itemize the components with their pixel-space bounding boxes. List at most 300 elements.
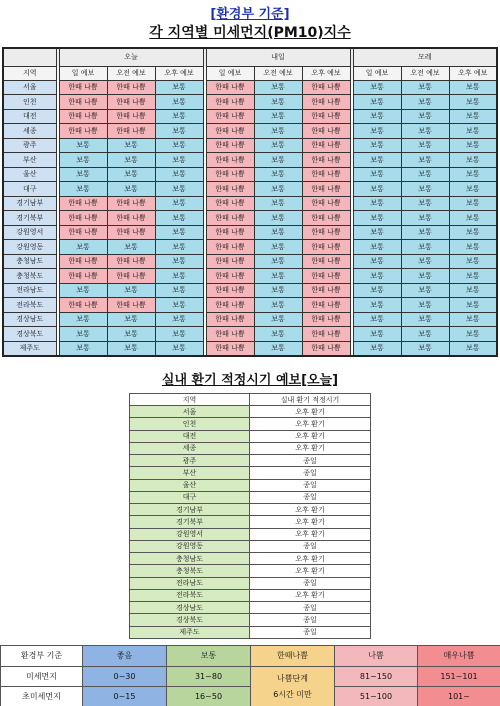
vent-timing-cell: 종일 — [250, 540, 371, 552]
table-row — [130, 491, 371, 503]
forecast-cell: 보통 — [107, 312, 155, 327]
table-row — [130, 418, 371, 430]
forecast-cell: 한때 나쁨 — [206, 211, 254, 226]
forecast-cell: 보통 — [59, 341, 107, 356]
forecast-cell: 보통 — [449, 80, 497, 95]
day-header-today: 오늘 — [59, 48, 203, 66]
vent-timing-cell: 오후 환기 — [250, 589, 371, 601]
forecast-cell: 한때 나쁨 — [302, 240, 350, 255]
forecast-cell: 보통 — [107, 283, 155, 298]
region-cell: 강원영서 — [3, 225, 56, 240]
vent-region-cell: 세종 — [130, 442, 250, 454]
forecast-cell: 보통 — [59, 312, 107, 327]
forecast-cell: 보통 — [401, 312, 449, 327]
forecast-cell: 보통 — [155, 341, 203, 356]
forecast-cell: 한때 나쁨 — [302, 167, 350, 182]
table-row — [130, 528, 371, 540]
forecast-cell: 보통 — [449, 95, 497, 110]
ventilation-title: 실내 환기 적정시기 예보[오늘] — [161, 373, 339, 388]
forecast-cell: 한때 나쁨 — [302, 196, 350, 211]
forecast-cell: 한때 나쁨 — [59, 225, 107, 240]
grade-very-bad: 매우나쁨 — [418, 646, 500, 667]
vent-region-cell: 전라북도 — [130, 589, 250, 601]
vent-timing-cell: 오후 환기 — [250, 553, 371, 565]
table-row — [130, 406, 371, 418]
forecast-cell: 한때 나쁨 — [107, 196, 155, 211]
vent-timing-cell: 종일 — [250, 455, 371, 467]
forecast-cell: 보통 — [401, 153, 449, 168]
table-row — [3, 109, 497, 124]
table-row — [3, 95, 497, 110]
pm25-label: 초미세먼지 — [1, 687, 83, 706]
forecast-cell: 보통 — [59, 138, 107, 153]
grade-bad: 나쁨 — [335, 646, 418, 667]
region-cell: 전라북도 — [3, 298, 56, 313]
forecast-cell: 보통 — [449, 298, 497, 313]
forecast-cell: 보통 — [449, 283, 497, 298]
forecast-cell: 한때 나쁨 — [302, 124, 350, 139]
forecast-cell: 한때 나쁨 — [302, 80, 350, 95]
forecast-cell: 보통 — [353, 341, 401, 356]
region-cell: 서울 — [3, 80, 56, 95]
subheader-pm: 오후 예보 — [155, 66, 203, 80]
pm10-label: 미세먼지 — [1, 667, 83, 687]
forecast-cell: 한때 나쁨 — [59, 196, 107, 211]
forecast-cell: 한때 나쁨 — [107, 109, 155, 124]
table-row — [3, 240, 497, 255]
subheader-am: 오전 예보 — [254, 66, 302, 80]
vent-region-cell: 인천 — [130, 418, 250, 430]
subheader-am: 오전 예보 — [401, 66, 449, 80]
forecast-cell: 한때 나쁨 — [59, 211, 107, 226]
forecast-cell: 한때 나쁨 — [206, 80, 254, 95]
region-cell: 제주도 — [3, 341, 56, 356]
pm25-very-bad-range: 101~ — [418, 687, 500, 706]
forecast-cell: 보통 — [449, 240, 497, 255]
vent-region-cell: 서울 — [130, 406, 250, 418]
forecast-cell: 보통 — [449, 182, 497, 197]
table-row — [3, 182, 497, 197]
vent-timing-cell: 오후 환기 — [250, 565, 371, 577]
vent-timing-cell: 종일 — [250, 479, 371, 491]
forecast-cell: 한때 나쁨 — [59, 109, 107, 124]
vent-timing-cell: 오후 환기 — [250, 528, 371, 540]
forecast-cell: 보통 — [401, 211, 449, 226]
ventilation-table — [129, 393, 371, 639]
vent-timing-cell: 오후 환기 — [250, 406, 371, 418]
table-row — [3, 254, 497, 269]
forecast-cell: 보통 — [254, 312, 302, 327]
forecast-cell: 한때 나쁨 — [59, 254, 107, 269]
forecast-cell: 보통 — [353, 254, 401, 269]
forecast-cell: 한때 나쁨 — [59, 298, 107, 313]
forecast-cell: 보통 — [107, 240, 155, 255]
table-row — [3, 138, 497, 153]
region-cell: 강원영동 — [3, 240, 56, 255]
table-row — [130, 602, 371, 614]
table-row — [130, 430, 371, 442]
spike-note-line1: 나쁨단계 — [277, 673, 308, 683]
table-row — [130, 565, 371, 577]
forecast-cell: 보통 — [449, 211, 497, 226]
forecast-cell: 보통 — [155, 240, 203, 255]
forecast-cell: 보통 — [401, 167, 449, 182]
vent-region-cell: 경상남도 — [130, 602, 250, 614]
forecast-cell: 보통 — [401, 269, 449, 284]
forecast-cell: 한때 나쁨 — [107, 269, 155, 284]
forecast-cell: 보통 — [155, 138, 203, 153]
vent-region-cell: 경기남부 — [130, 504, 250, 516]
pm10-forecast-table — [2, 47, 498, 357]
ventilation-rows — [130, 406, 371, 639]
table-row — [3, 167, 497, 182]
forecast-cell: 보통 — [353, 298, 401, 313]
grade-spike-bad: 한때나쁨 — [251, 646, 335, 667]
vent-region-header: 지역 — [130, 394, 250, 406]
pm10-normal-range: 31~80 — [167, 667, 251, 687]
vent-timing-cell: 오후 환기 — [250, 504, 371, 516]
forecast-cell: 보통 — [353, 327, 401, 342]
vent-region-cell: 강원영동 — [130, 540, 250, 552]
forecast-cell: 한때 나쁨 — [206, 138, 254, 153]
day-header-tomorrow: 내일 — [206, 48, 350, 66]
forecast-cell: 보통 — [155, 109, 203, 124]
forecast-cell: 보통 — [401, 109, 449, 124]
forecast-cell: 보통 — [254, 225, 302, 240]
forecast-cell: 한때 나쁨 — [107, 95, 155, 110]
forecast-cell: 보통 — [155, 283, 203, 298]
vent-timing-cell: 종일 — [250, 626, 371, 639]
forecast-cell: 한때 나쁨 — [302, 298, 350, 313]
forecast-cell: 보통 — [254, 109, 302, 124]
forecast-cell: 보통 — [254, 196, 302, 211]
forecast-cell: 한때 나쁨 — [206, 225, 254, 240]
table-row — [130, 626, 371, 639]
forecast-cell: 한때 나쁨 — [302, 312, 350, 327]
region-cell: 대구 — [3, 182, 56, 197]
forecast-cell: 보통 — [254, 254, 302, 269]
forecast-cell: 보통 — [155, 269, 203, 284]
forecast-cell: 보통 — [155, 95, 203, 110]
region-cell: 경기남부 — [3, 196, 56, 211]
forecast-cell: 보통 — [353, 138, 401, 153]
forecast-cell: 보통 — [155, 254, 203, 269]
forecast-cell: 보통 — [401, 240, 449, 255]
forecast-cell: 보통 — [449, 124, 497, 139]
forecast-cell: 보통 — [353, 95, 401, 110]
forecast-cell: 보통 — [155, 182, 203, 197]
forecast-cell: 보통 — [449, 167, 497, 182]
forecast-cell: 보통 — [353, 109, 401, 124]
forecast-cell: 한때 나쁨 — [302, 109, 350, 124]
forecast-cell: 보통 — [401, 182, 449, 197]
forecast-cell: 보통 — [353, 153, 401, 168]
forecast-cell: 보통 — [155, 298, 203, 313]
forecast-cell: 보통 — [401, 80, 449, 95]
forecast-cell: 보통 — [107, 138, 155, 153]
forecast-cell: 보통 — [107, 153, 155, 168]
forecast-cell: 한때 나쁨 — [206, 298, 254, 313]
forecast-cell: 보통 — [107, 167, 155, 182]
forecast-cell: 한때 나쁨 — [107, 225, 155, 240]
table-row — [3, 298, 497, 313]
table-row — [130, 504, 371, 516]
pm10-bad-range: 81~150 — [335, 667, 418, 687]
forecast-cell: 한때 나쁨 — [206, 182, 254, 197]
forecast-cell: 한때 나쁨 — [59, 269, 107, 284]
forecast-cell: 보통 — [353, 124, 401, 139]
forecast-cell: 보통 — [59, 153, 107, 168]
subheader-am: 오전 예보 — [107, 66, 155, 80]
page-title: 각 지역별 미세먼지(PM10)지수 — [149, 25, 351, 41]
forecast-cell: 보통 — [401, 95, 449, 110]
vent-region-cell: 대구 — [130, 491, 250, 503]
forecast-cell: 보통 — [353, 80, 401, 95]
table-row — [3, 312, 497, 327]
forecast-cell: 보통 — [401, 283, 449, 298]
forecast-cell: 보통 — [353, 240, 401, 255]
forecast-cell: 보통 — [155, 196, 203, 211]
forecast-cell: 보통 — [155, 327, 203, 342]
forecast-cell: 보통 — [155, 225, 203, 240]
forecast-cell: 한때 나쁨 — [107, 211, 155, 226]
table-row — [3, 124, 497, 139]
forecast-cell: 보통 — [449, 225, 497, 240]
pm10-very-bad-range: 151~101 — [418, 667, 500, 687]
region-column-header: 지역 — [3, 66, 56, 80]
vent-region-cell: 경상북도 — [130, 614, 250, 626]
forecast-cell: 한때 나쁨 — [302, 182, 350, 197]
table-row — [130, 455, 371, 467]
forecast-cell: 한때 나쁨 — [107, 254, 155, 269]
forecast-cell: 보통 — [401, 225, 449, 240]
pm25-normal-range: 16~50 — [167, 687, 251, 706]
table-row — [3, 341, 497, 356]
vent-timing-cell: 오후 환기 — [250, 418, 371, 430]
region-cell: 인천 — [3, 95, 56, 110]
vent-timing-cell: 종일 — [250, 602, 371, 614]
subheader-daily: 일 예보 — [206, 66, 254, 80]
forecast-cell: 보통 — [449, 269, 497, 284]
forecast-cell: 보통 — [353, 211, 401, 226]
forecast-cell: 한때 나쁨 — [59, 95, 107, 110]
forecast-cell: 보통 — [449, 109, 497, 124]
forecast-cell: 한때 나쁨 — [206, 124, 254, 139]
forecast-cell: 보통 — [254, 298, 302, 313]
table-row — [130, 540, 371, 552]
forecast-cell: 보통 — [401, 254, 449, 269]
forecast-cell: 보통 — [353, 182, 401, 197]
forecast-cell: 한때 나쁨 — [206, 95, 254, 110]
vent-timing-cell: 오후 환기 — [250, 430, 371, 442]
forecast-cell: 한때 나쁨 — [206, 167, 254, 182]
region-cell: 충청북도 — [3, 269, 56, 284]
forecast-cell: 한때 나쁨 — [302, 283, 350, 298]
vent-region-cell: 대전 — [130, 430, 250, 442]
forecast-cell: 한때 나쁨 — [206, 254, 254, 269]
region-cell: 광주 — [3, 138, 56, 153]
forecast-cell: 한때 나쁨 — [206, 109, 254, 124]
forecast-cell: 보통 — [107, 341, 155, 356]
forecast-cell: 보통 — [155, 167, 203, 182]
forecast-cell: 보통 — [449, 312, 497, 327]
vent-region-cell: 충청남도 — [130, 553, 250, 565]
region-cell: 전라남도 — [3, 283, 56, 298]
forecast-cell: 한때 나쁨 — [59, 80, 107, 95]
forecast-cell: 보통 — [107, 327, 155, 342]
forecast-cell: 한때 나쁨 — [206, 153, 254, 168]
forecast-cell: 보통 — [155, 124, 203, 139]
forecast-cell: 보통 — [254, 327, 302, 342]
forecast-rows — [3, 80, 497, 356]
region-cell: 경상북도 — [3, 327, 56, 342]
forecast-cell: 한때 나쁨 — [302, 138, 350, 153]
subheader-daily: 일 예보 — [353, 66, 401, 80]
region-cell: 세종 — [3, 124, 56, 139]
forecast-cell: 보통 — [254, 341, 302, 356]
forecast-cell: 보통 — [107, 182, 155, 197]
region-cell: 경상남도 — [3, 312, 56, 327]
table-row — [130, 577, 371, 589]
forecast-cell: 한때 나쁨 — [302, 254, 350, 269]
forecast-cell: 보통 — [401, 327, 449, 342]
forecast-cell: 한때 나쁨 — [302, 225, 350, 240]
forecast-cell: 보통 — [155, 153, 203, 168]
forecast-cell: 한때 나쁨 — [206, 283, 254, 298]
forecast-cell: 보통 — [449, 254, 497, 269]
grade-normal: 보통 — [167, 646, 251, 667]
vent-timing-cell: 종일 — [250, 577, 371, 589]
vent-region-cell: 광주 — [130, 455, 250, 467]
forecast-cell: 보통 — [59, 182, 107, 197]
table-row — [3, 327, 497, 342]
forecast-cell: 보통 — [59, 327, 107, 342]
vent-timing-cell: 종일 — [250, 467, 371, 479]
forecast-cell: 한때 나쁨 — [206, 312, 254, 327]
table-row — [130, 442, 371, 454]
forecast-cell: 보통 — [254, 240, 302, 255]
vent-timing-cell: 종일 — [250, 614, 371, 626]
vent-region-cell: 경기북부 — [130, 516, 250, 528]
forecast-cell: 보통 — [449, 153, 497, 168]
forecast-cell: 한때 나쁨 — [59, 124, 107, 139]
forecast-cell: 한때 나쁨 — [107, 80, 155, 95]
forecast-cell: 보통 — [353, 167, 401, 182]
forecast-cell: 한때 나쁨 — [206, 327, 254, 342]
table-row — [130, 589, 371, 601]
forecast-cell: 보통 — [254, 269, 302, 284]
corner-cell — [3, 48, 56, 66]
forecast-cell: 보통 — [254, 283, 302, 298]
subheader-daily: 일 예보 — [59, 66, 107, 80]
vent-timing-cell: 오후 환기 — [250, 516, 371, 528]
vent-region-cell: 부산 — [130, 467, 250, 479]
table-row — [3, 283, 497, 298]
forecast-cell: 보통 — [59, 167, 107, 182]
vent-timing-header: 실내 환기 적정시기 — [250, 394, 371, 406]
subheader-pm: 오후 예보 — [302, 66, 350, 80]
vent-region-cell: 전라남도 — [130, 577, 250, 589]
region-cell: 부산 — [3, 153, 56, 168]
forecast-cell: 한때 나쁨 — [206, 269, 254, 284]
table-row — [3, 269, 497, 284]
forecast-cell: 한때 나쁨 — [302, 211, 350, 226]
org-criteria-heading: [환경부 기준] — [210, 7, 290, 22]
spike-bad-note — [251, 667, 335, 706]
table-row — [3, 80, 497, 95]
forecast-cell: 보통 — [254, 138, 302, 153]
forecast-cell: 보통 — [353, 269, 401, 284]
table-row — [3, 196, 497, 211]
forecast-cell: 한때 나쁨 — [302, 153, 350, 168]
region-cell: 경기북부 — [3, 211, 56, 226]
forecast-cell: 보통 — [449, 138, 497, 153]
forecast-cell: 보통 — [254, 153, 302, 168]
forecast-cell: 보통 — [254, 211, 302, 226]
table-row — [130, 553, 371, 565]
table-row — [130, 516, 371, 528]
forecast-cell: 보통 — [254, 124, 302, 139]
forecast-cell: 한때 나쁨 — [302, 327, 350, 342]
vent-region-cell: 울산 — [130, 479, 250, 491]
forecast-cell: 보통 — [353, 196, 401, 211]
pm10-good-range: 0~30 — [83, 667, 167, 687]
forecast-cell: 보통 — [353, 225, 401, 240]
forecast-cell: 보통 — [401, 341, 449, 356]
forecast-cell: 보통 — [254, 167, 302, 182]
forecast-cell: 보통 — [449, 196, 497, 211]
forecast-cell: 한때 나쁨 — [206, 240, 254, 255]
region-cell: 충청남도 — [3, 254, 56, 269]
region-cell: 대전 — [3, 109, 56, 124]
forecast-cell: 보통 — [59, 240, 107, 255]
table-row — [3, 153, 497, 168]
vent-region-cell: 충청북도 — [130, 565, 250, 577]
region-cell: 울산 — [3, 167, 56, 182]
forecast-cell: 보통 — [155, 312, 203, 327]
forecast-cell: 보통 — [155, 211, 203, 226]
forecast-cell: 보통 — [59, 283, 107, 298]
pm25-good-range: 0~15 — [83, 687, 167, 706]
forecast-cell: 한때 나쁨 — [107, 298, 155, 313]
forecast-cell: 보통 — [254, 80, 302, 95]
table-row — [130, 479, 371, 491]
forecast-cell: 한때 나쁨 — [206, 196, 254, 211]
forecast-cell: 보통 — [401, 124, 449, 139]
spike-note-line2: 6시간 미만 — [273, 689, 312, 699]
forecast-cell: 한때 나쁨 — [302, 95, 350, 110]
forecast-cell: 보통 — [449, 341, 497, 356]
grade-legend-table — [0, 645, 500, 706]
forecast-cell: 보통 — [155, 80, 203, 95]
forecast-cell: 한때 나쁨 — [206, 341, 254, 356]
forecast-cell: 보통 — [401, 196, 449, 211]
subheader-pm: 오후 예보 — [449, 66, 497, 80]
forecast-cell: 보통 — [254, 182, 302, 197]
forecast-cell: 보통 — [401, 138, 449, 153]
forecast-cell: 한때 나쁨 — [302, 341, 350, 356]
vent-timing-cell: 오후 환기 — [250, 442, 371, 454]
forecast-cell: 보통 — [353, 283, 401, 298]
day-header-dayafter: 모레 — [353, 48, 497, 66]
table-row — [3, 225, 497, 240]
table-row — [130, 614, 371, 626]
vent-region-cell: 제주도 — [130, 626, 250, 639]
table-row — [130, 467, 371, 479]
grade-good: 좋음 — [83, 646, 167, 667]
forecast-cell: 보통 — [353, 312, 401, 327]
forecast-cell: 보통 — [401, 298, 449, 313]
